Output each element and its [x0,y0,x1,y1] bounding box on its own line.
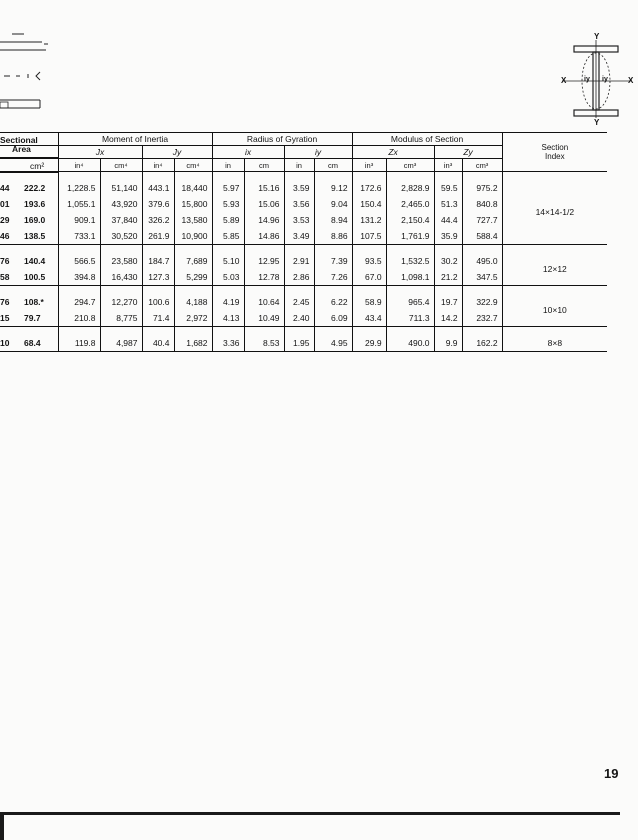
section-index-cell: 12×12 [502,253,607,286]
table-cell: 1,532.5 [386,253,434,269]
table-cell: 10.64 [244,294,284,310]
table-cell: 975.2 [462,180,502,196]
table-cell: 12.95 [244,253,284,269]
table-cell: 3.56 [284,196,314,212]
table-cell: 131.2 [352,212,386,228]
section-separator [0,286,607,295]
table-cell: 2.45 [284,294,314,310]
table-cell: 21.2 [434,269,462,286]
table-cell: 2,972 [174,310,212,327]
section-index-cell: 14×14-1/2 [502,180,607,245]
page-number: 19 [604,766,619,781]
section-index-header-line2: Index [545,152,565,161]
unit-header: in³ [352,159,386,172]
section-separator [0,245,607,254]
table-cell: 14.86 [244,228,284,245]
ix-header: ix [212,146,284,159]
table-cell: 15.16 [244,180,284,196]
table-cell: 909.1 [58,212,100,228]
table-cell: 965.4 [386,294,434,310]
table-row [0,294,607,310]
zx-header: Zx [352,146,434,159]
section-index-cell: 10×10 [502,294,607,327]
cropped-area-cell [0,310,58,327]
table-cell: 5.03 [212,269,244,286]
diagram-y-axis-top-label: Y [594,32,600,41]
table-cell: 2,828.9 [386,180,434,196]
table-cell: 7.26 [314,269,352,286]
section-separator [0,327,607,336]
table-cell: 93.5 [352,253,386,269]
table-cell: 10.49 [244,310,284,327]
table-cell: 14.2 [434,310,462,327]
table-cell: 443.1 [142,180,174,196]
table-cell: 67.0 [352,269,386,286]
bottom-left-mark [0,812,4,840]
jy-header: Jy [142,146,212,159]
cropped-area-cell [0,196,58,212]
sectional-area-value: 193.6 [24,199,46,209]
header-row-groups [0,133,607,146]
cropped-area-cell [0,294,58,310]
table-cell: 43.4 [352,310,386,327]
table-cell: 2.91 [284,253,314,269]
table-cell: 150.4 [352,196,386,212]
cropped-area-cell [0,180,58,196]
table-cell: 210.8 [58,310,100,327]
sectional-area-heading: Sectional [0,135,38,145]
sectional-area-value: 68.4 [24,338,41,348]
table-body [0,172,607,352]
table-cell: 5.89 [212,212,244,228]
table-cell: 44.4 [434,212,462,228]
unit-header: in [212,159,244,172]
table-cell: 727.7 [462,212,502,228]
sectional-area-heading-2: Area [12,144,31,154]
table-cell: 588.4 [462,228,502,245]
left-row-mark: 44 [0,183,10,193]
table-cell: 119.8 [58,335,100,352]
table-cell: 8.86 [314,228,352,245]
unit-header: in⁴ [142,159,174,172]
table-cell: 1,098.1 [386,269,434,286]
table-cell: 4.19 [212,294,244,310]
unit-header: cm⁴ [100,159,142,172]
left-row-mark: 76 [0,297,10,307]
table-cell: 10,900 [174,228,212,245]
table-cell: 51,140 [100,180,142,196]
table-row [0,253,607,269]
table-cell: 347.5 [462,269,502,286]
unit-header: in⁴ [58,159,100,172]
table-cell: 1.95 [284,335,314,352]
cropped-area-cell [0,228,58,245]
radius-of-gyration-header: Radius of Gyration [212,133,352,146]
table-cell: 1,761.9 [386,228,434,245]
table-cell: 51.3 [434,196,462,212]
diagram-y-axis-bottom-label: Y [594,118,600,127]
modulus-of-section-header: Modulus of Section [352,133,502,146]
table-cell: 3.53 [284,212,314,228]
table-cell: 12,270 [100,294,142,310]
table-cell: 322.9 [462,294,502,310]
table-cell: 58.9 [352,294,386,310]
table-cell: 5.85 [212,228,244,245]
table-cell: 5.93 [212,196,244,212]
table-cell: 3.49 [284,228,314,245]
table-cell: 9.04 [314,196,352,212]
table-cell: 840.8 [462,196,502,212]
table-cell: 14.96 [244,212,284,228]
table-cell: 71.4 [142,310,174,327]
unit-header: cm [244,159,284,172]
diagram-x-axis-right-label: X [628,76,634,85]
table-cell: 8,775 [100,310,142,327]
unit-header: cm³ [462,159,502,172]
table-cell: 4.95 [314,335,352,352]
table-cell: 6.22 [314,294,352,310]
table-cell: 3.36 [212,335,244,352]
table-cell: 19.7 [434,294,462,310]
table-cell: 5.10 [212,253,244,269]
table-cell: 127.3 [142,269,174,286]
table-cell: 18,440 [174,180,212,196]
table-cell: 495.0 [462,253,502,269]
table-cell: 35.9 [434,228,462,245]
table-cell: 5,299 [174,269,212,286]
table-cell: 107.5 [352,228,386,245]
table-cell: 29.9 [352,335,386,352]
unit-header: cm⁴ [174,159,212,172]
table-cell: 7.39 [314,253,352,269]
cropped-area-cell [0,253,58,269]
unit-header: in [284,159,314,172]
section-separator [0,172,607,181]
table-cell: 13,580 [174,212,212,228]
cropped-area-cell [0,335,58,352]
table-row [0,180,607,196]
table-cell: 172.6 [352,180,386,196]
table-cell: 1,682 [174,335,212,352]
jx-header: Jx [58,146,142,159]
unit-header: in³ [434,159,462,172]
table-cell: 30.2 [434,253,462,269]
bottom-binding-rule [0,812,620,815]
table-cell: 37,840 [100,212,142,228]
table-cell: 326.2 [142,212,174,228]
left-row-mark: 76 [0,256,10,266]
iy-header: iy [284,146,352,159]
table-row [0,335,607,352]
sectional-area-value: 79.7 [24,313,41,323]
table-cell: 8.53 [244,335,284,352]
left-row-mark: 15 [0,313,10,323]
table-cell: 394.8 [58,269,100,286]
table-cell: 232.7 [462,310,502,327]
table-cell: 9.9 [434,335,462,352]
cropped-area-cell [0,212,58,228]
left-row-mark: 10 [0,338,10,348]
diagram-x-axis-left-label: X [561,76,567,85]
zy-header: Zy [434,146,502,159]
table-cell: 379.6 [142,196,174,212]
section-index-cell: 8×8 [502,335,607,352]
table-cell: 490.0 [386,335,434,352]
table-cell: 12.78 [244,269,284,286]
table-cell: 7,689 [174,253,212,269]
table-cell: 2,150.4 [386,212,434,228]
unit-header: cm³ [386,159,434,172]
table-cell: 1,055.1 [58,196,100,212]
moment-of-inertia-header: Moment of Inertia [58,133,212,146]
table-cell: 40.4 [142,335,174,352]
left-row-mark: 01 [0,199,10,209]
table-cell: 5.97 [212,180,244,196]
unit-header: cm [314,159,352,172]
cropped-drawing-fragment [0,30,60,120]
section-index-header-line1: Section [541,143,569,152]
table-cell: 4,188 [174,294,212,310]
left-row-mark: 58 [0,272,10,282]
table-cell: 184.7 [142,253,174,269]
section-index-header [502,133,607,172]
table-cell: 2,465.0 [386,196,434,212]
sectional-area-value: 140.4 [24,256,46,266]
table-cell: 100.6 [142,294,174,310]
sectional-area-value: 222.2 [24,183,46,193]
table-cell: 3.59 [284,180,314,196]
left-row-mark: 29 [0,215,10,225]
table-cell: 23,580 [100,253,142,269]
table-cell: 2.40 [284,310,314,327]
diagram-iy-right-label: iy [602,76,608,83]
sectional-area-value: 108.* [24,297,44,307]
table-cell: 59.5 [434,180,462,196]
table-cell: 261.9 [142,228,174,245]
table-cell: 2.86 [284,269,314,286]
diagram-iy-left-label: iy [584,76,590,83]
sectional-area-value: 138.5 [24,231,46,241]
ibeam-cross-section-diagram [556,30,638,128]
table-cell: 43,920 [100,196,142,212]
section-properties-table [0,132,607,352]
table-cell: 8.94 [314,212,352,228]
table-cell: 733.1 [58,228,100,245]
table-cell: 1,228.5 [58,180,100,196]
table-cell: 16,430 [100,269,142,286]
table-cell: 6.09 [314,310,352,327]
table-cell: 566.5 [58,253,100,269]
table-cell: 15,800 [174,196,212,212]
cropped-area-cell [0,269,58,286]
table-cell: 162.2 [462,335,502,352]
table-cell: 15.06 [244,196,284,212]
left-row-mark: 46 [0,231,10,241]
sectional-area-value: 169.0 [24,215,46,225]
sectional-area-unit: cm² [30,161,45,171]
table-cell: 9.12 [314,180,352,196]
sectional-area-value: 100.5 [24,272,46,282]
table-cell: 711.3 [386,310,434,327]
table-cell: 4,987 [100,335,142,352]
table-cell: 4.13 [212,310,244,327]
table-cell: 294.7 [58,294,100,310]
table-cell: 30,520 [100,228,142,245]
